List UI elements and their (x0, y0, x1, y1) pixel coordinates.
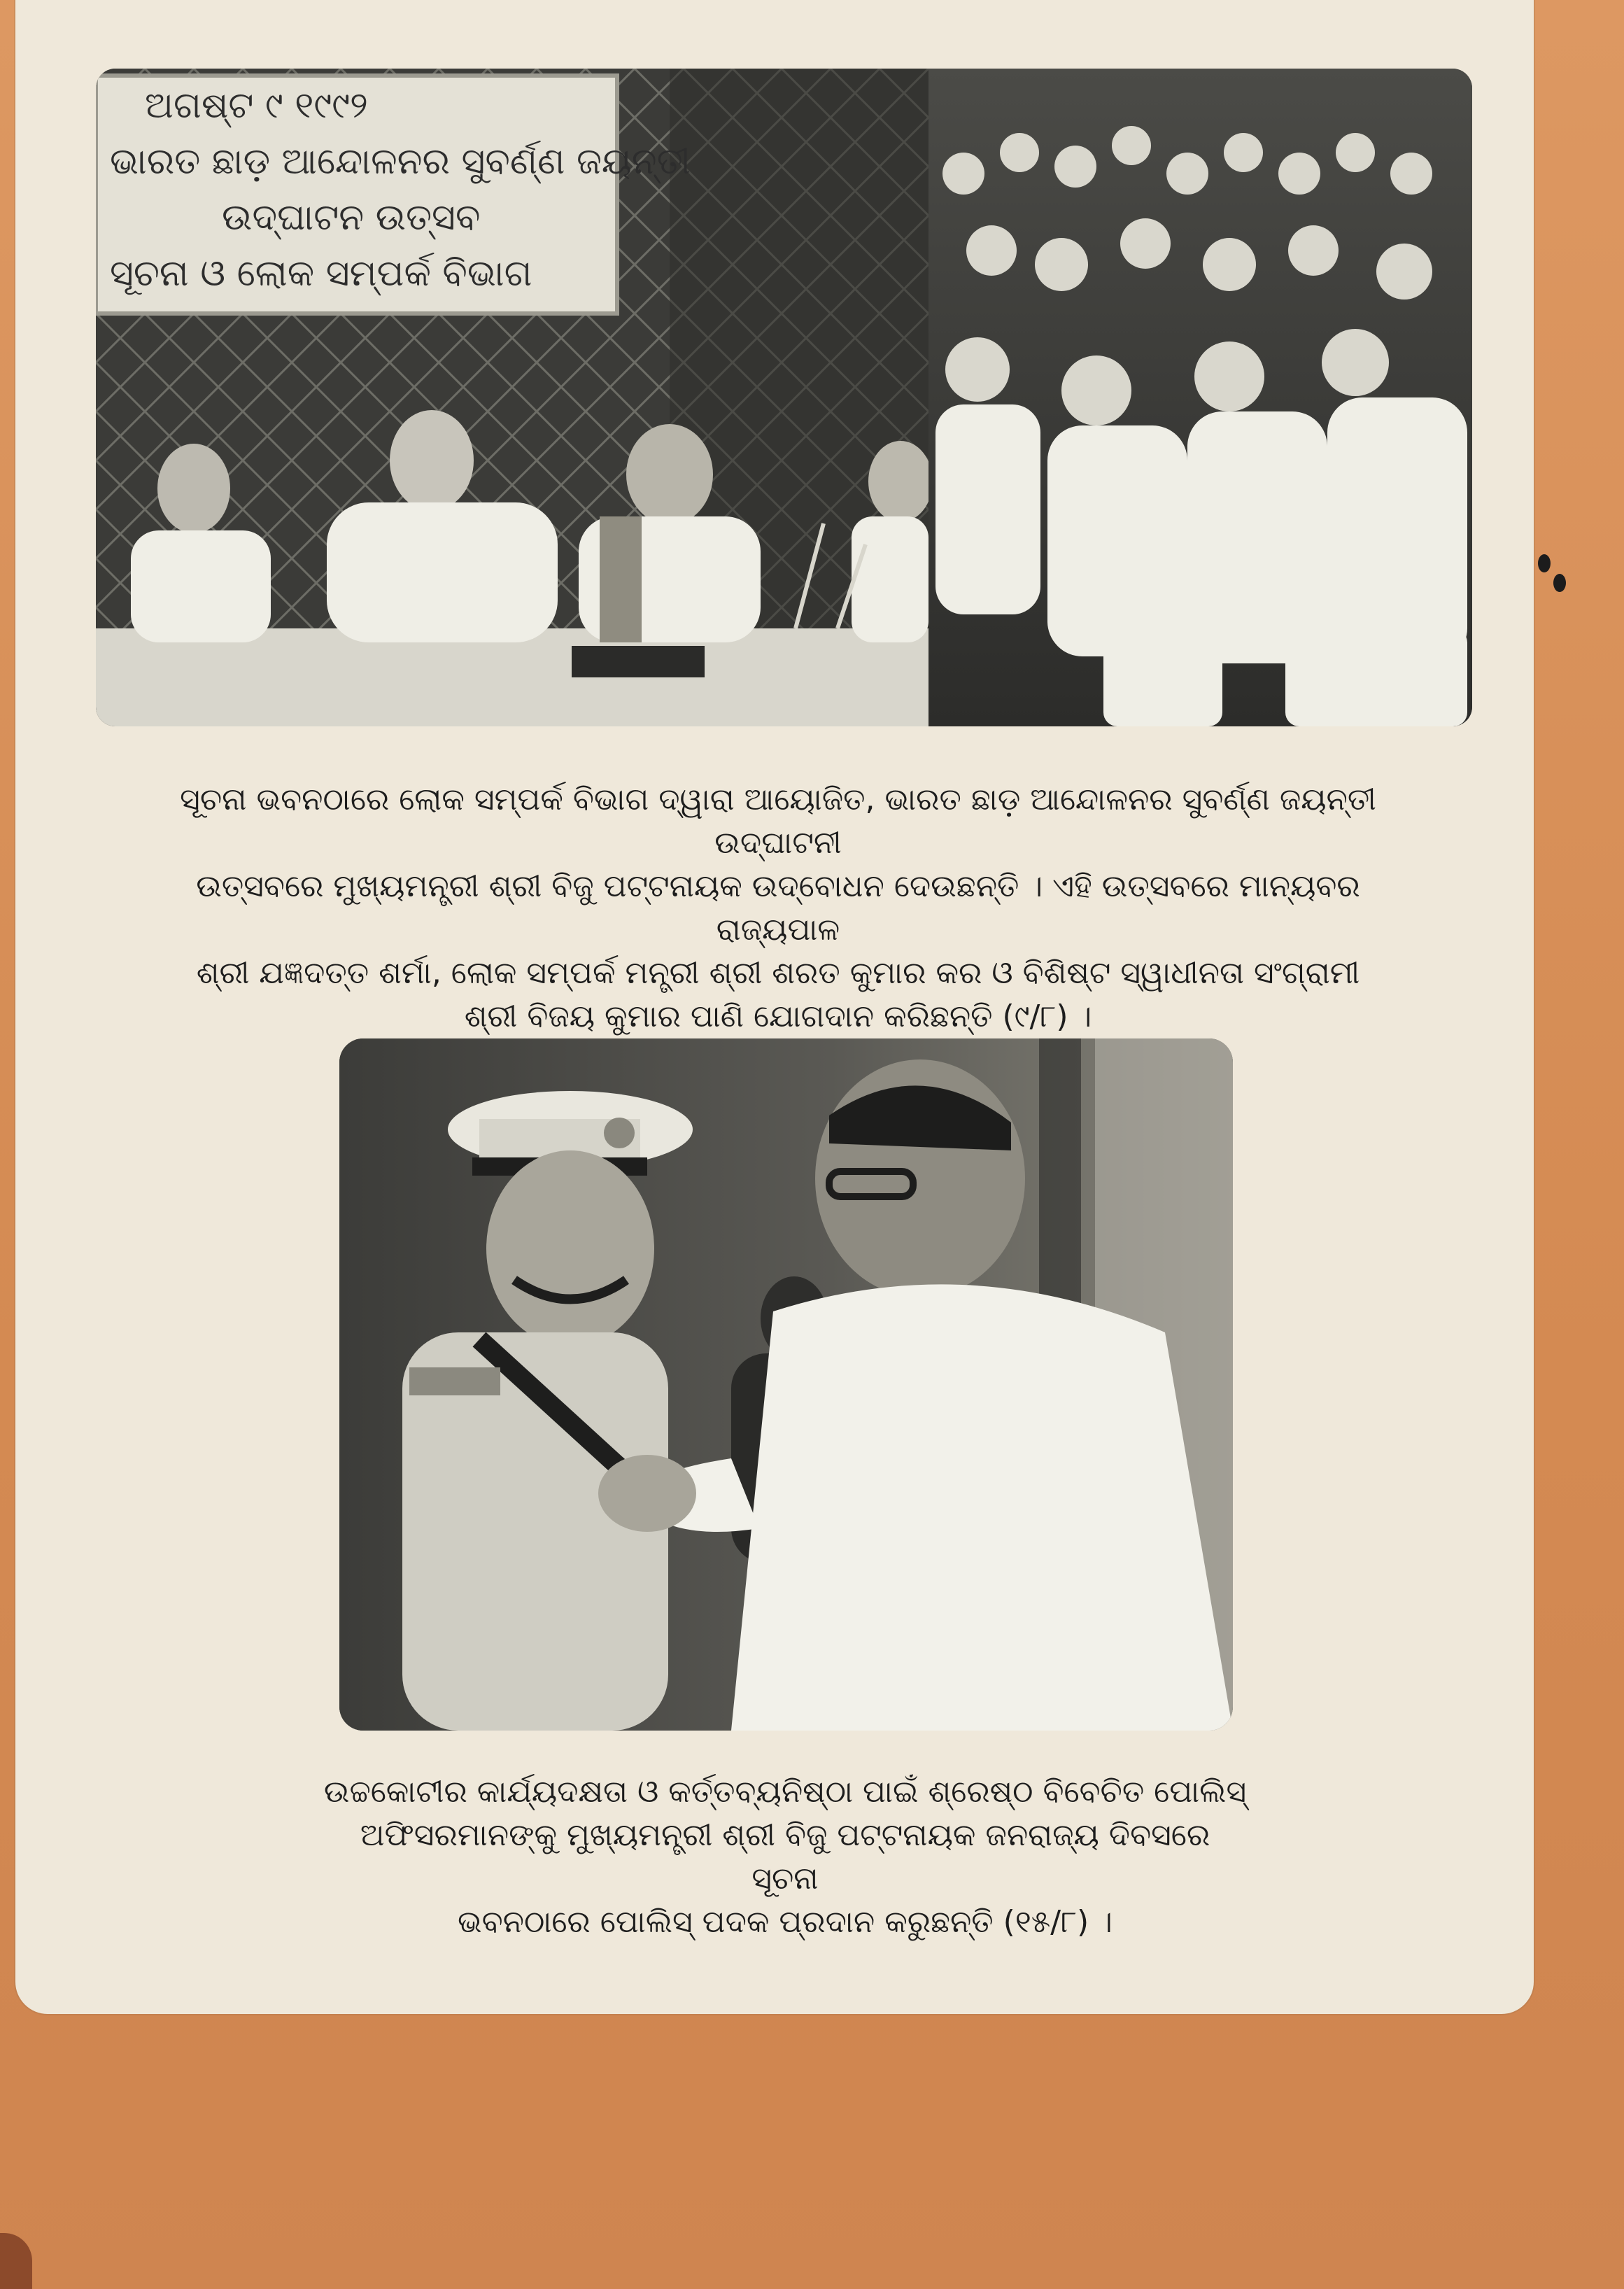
caption-top-line-1: ସୂଚନା ଭବନଠାରେ ଲୋକ ସମ୍ପର୍କ ବିଭାଗ ଦ୍ୱାରା ଆୟୋଜିତ, ଭାରତ ଛାଡ଼ ଆନ୍ଦୋଳନର ସୁବର୍ଣ୍ଣ ଜୟନ୍ତୀ ଉଦ୍‌ଘାଟନୀ (180, 782, 1376, 861)
handshake (598, 1455, 696, 1532)
caption-police-medal (323, 1770, 1247, 1944)
banner-line-2: ଭାରତ ଛାଡ଼ ଆନ୍ଦୋଳନର ସୁବର୍ଣ୍ଣ ଜୟନ୍ତୀ (110, 141, 691, 183)
caption-bottom-line-3: ଭବନଠାରେ ପୋଲିସ୍ ପଦକ ପ୍ରଦାନ କରୁଛନ୍ତି (୧୫/୮) । (458, 1904, 1113, 1940)
caption-top-line-3: ଶ୍ରୀ ଯଜ୍ଞଦତ୍ତ ଶର୍ମା, ଲୋକ ସମ୍ପର୍କ ମନ୍ତ୍ରୀ ଶ୍ରୀ ଶରତ କୁମାର କର ଓ ବିଶିଷ୍ଟ ସ୍ୱାଧୀନତା ସଂଗ୍ରାମୀ (196, 955, 1360, 991)
caption-top-line-4: ଶ୍ରୀ ବିଜୟ କୁମାର ପାଣି ଯୋଗଦାନ କରିଛନ୍ତି (୯/୮) । (464, 999, 1092, 1034)
caption-bottom-line-1: ଉଚ୍ଚକୋଟୀର କାର୍ଯ୍ୟଦକ୍ଷତା ଓ କର୍ତ୍ତବ୍ୟନିଷ୍ଠା ପାଇଁ ଶ୍ରେଷ୍ଠ ବିବେଚିତ ପୋଲିସ୍ (323, 1774, 1247, 1810)
caption-top-line-2: ଉତ୍ସବରେ ମୁଖ୍ୟମନ୍ତ୍ରୀ ଶ୍ରୀ ବିଜୁ ପଟ୍ଟନାୟକ ଉଦ୍‌ବୋଧନ ଦେଉଛନ୍ତି । ଏହି ଉତ୍ସବରେ ମାନ୍ୟବର ରାଜ୍ୟପାଳ (196, 868, 1360, 948)
magazine-page (15, 0, 1534, 2014)
binding-mark (1553, 574, 1566, 592)
event-banner (96, 76, 691, 314)
caption-bottom-line-2: ଅଫିସରମାନଙ୍କୁ ମୁଖ୍ୟମନ୍ତ୍ରୀ ଶ୍ରୀ ବିଜୁ ପଟ୍ଟନାୟକ ଜନରାଜ୍ୟ ଦିବସରେ ସୂଚନା (360, 1817, 1210, 1896)
banner-line-3: ଉଦ୍‌ଘାଟନ ଉତ୍ସବ (222, 197, 481, 239)
binding-mark (1538, 554, 1551, 572)
banner-line-1: ଅଗଷ୍ଟ ୯ ୧୯୯୨ (145, 85, 368, 127)
caption-inauguration (162, 778, 1394, 1038)
inauguration-photo-illustration (96, 69, 1472, 726)
banner-line-4: ସୂଚନା ଓ ଲୋକ ସମ୍ପର୍କ ବିଭାଗ (110, 253, 532, 295)
police-medal-photo-illustration (339, 1038, 1233, 1731)
photo-police-medal (339, 1038, 1233, 1731)
photo-inauguration-event (96, 69, 1472, 726)
